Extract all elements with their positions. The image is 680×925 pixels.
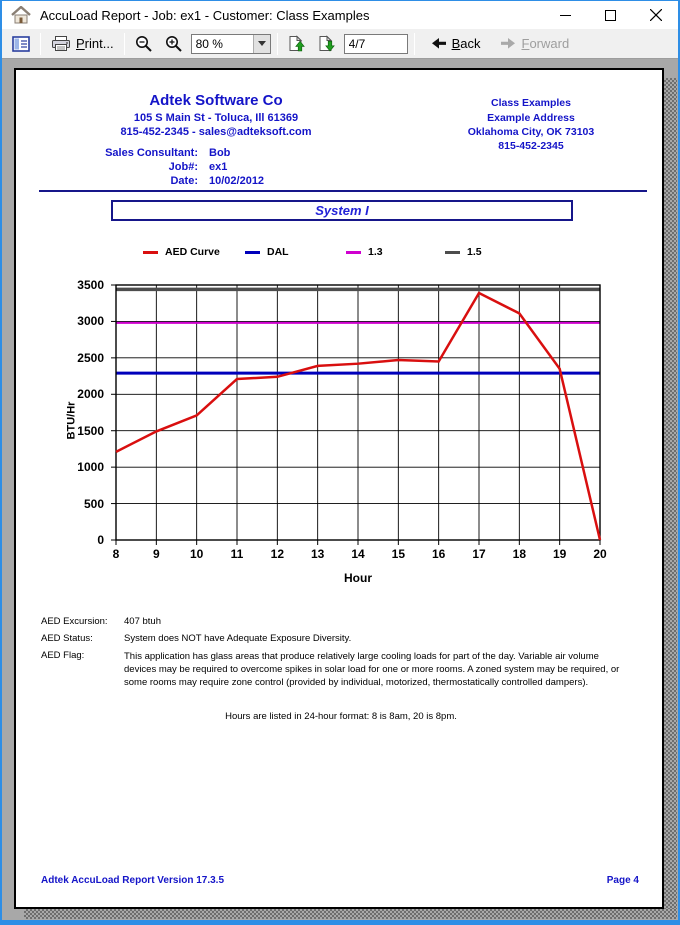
zoom-dropdown-button[interactable] bbox=[253, 35, 270, 53]
forward-arrow-icon bbox=[500, 37, 516, 50]
x-tick-label: 14 bbox=[351, 547, 365, 561]
home-app-icon bbox=[11, 6, 31, 24]
legend-label: AED Curve bbox=[165, 246, 220, 258]
field-label-date: Date: bbox=[170, 175, 198, 187]
y-tick-label: 2500 bbox=[77, 350, 104, 365]
legend-label: DAL bbox=[267, 246, 289, 258]
customer-phone: 815-452-2345 bbox=[498, 140, 564, 152]
minimize-button[interactable] bbox=[543, 1, 588, 29]
zoom-in-button[interactable] bbox=[159, 31, 189, 57]
page-shadow bbox=[24, 909, 677, 919]
y-tick-label: 1500 bbox=[77, 423, 104, 438]
toolbar-separator bbox=[124, 33, 125, 55]
x-tick-label: 9 bbox=[152, 547, 160, 561]
legend-swatch bbox=[346, 251, 361, 254]
customer-name: Class Examples bbox=[491, 97, 571, 109]
x-tick-label: 13 bbox=[310, 547, 325, 561]
maximize-icon bbox=[605, 10, 616, 21]
field-value-job: ex1 bbox=[209, 161, 228, 173]
x-axis-title: Hour bbox=[344, 571, 372, 585]
x-tick-label: 20 bbox=[593, 547, 607, 561]
section-title: System I bbox=[111, 200, 573, 221]
aed-status-label: AED Status: bbox=[41, 633, 93, 644]
field-label-job: Job#: bbox=[168, 161, 198, 173]
toolbar bbox=[2, 29, 678, 59]
page-shadow bbox=[664, 78, 677, 919]
print-button[interactable] bbox=[45, 31, 120, 57]
next-page-button[interactable] bbox=[312, 31, 342, 57]
maximize-button[interactable] bbox=[588, 1, 633, 29]
legend-item bbox=[143, 246, 220, 258]
zoom-in-icon bbox=[165, 35, 183, 53]
legend-swatch bbox=[445, 251, 460, 254]
toolbar-separator bbox=[414, 33, 415, 55]
y-tick-label: 1000 bbox=[77, 460, 104, 475]
forward-label: Forward bbox=[521, 36, 570, 51]
title-bar bbox=[2, 1, 678, 29]
zoom-out-icon bbox=[135, 35, 153, 53]
preview-area bbox=[2, 59, 678, 920]
back-label: Back bbox=[451, 36, 481, 51]
legend-label: 1.5 bbox=[467, 246, 482, 258]
x-tick-label: 11 bbox=[230, 547, 244, 561]
close-icon bbox=[650, 9, 662, 21]
window-title: AccuLoad Report - Job: ex1 - Customer: Class Examples bbox=[40, 7, 370, 23]
aed-excursion-value: 407 btuh bbox=[124, 616, 161, 627]
x-tick-label: 15 bbox=[391, 547, 405, 561]
y-tick-label: 3000 bbox=[77, 314, 104, 329]
x-tick-label: 12 bbox=[270, 547, 284, 561]
legend-item bbox=[245, 246, 289, 258]
x-tick-label: 10 bbox=[189, 547, 204, 561]
legend-swatch bbox=[245, 251, 260, 254]
page-up-icon bbox=[288, 35, 306, 52]
x-tick-label: 17 bbox=[472, 547, 486, 561]
field-label-sales-consultant: Sales Consultant: bbox=[105, 147, 198, 159]
aed-status-value: System does NOT have Adequate Exposure Diversity. bbox=[124, 633, 352, 644]
chevron-down-icon bbox=[258, 41, 266, 46]
forward-button[interactable] bbox=[494, 31, 575, 57]
report-contents-icon bbox=[12, 36, 30, 52]
aed-flag-value: This application has glass areas that produce relatively large cooling loads for part of the day. Variable air volume devices may be required to overcome spikes in solar load for one or more rooms. A zoned system may be required, or some rooms may require zone control (provided by individual, motorized, thermostatically controlled dampers). bbox=[124, 651, 620, 688]
x-tick-label: 18 bbox=[512, 547, 526, 561]
y-tick-label: 0 bbox=[97, 533, 104, 547]
field-value-date: 10/02/2012 bbox=[209, 175, 265, 187]
legend-item bbox=[346, 246, 383, 258]
zoom-level-select[interactable] bbox=[191, 34, 271, 54]
report-page bbox=[14, 68, 664, 909]
y-tick-label: 2000 bbox=[77, 387, 104, 402]
contents-button[interactable] bbox=[6, 31, 36, 57]
chart-legend bbox=[16, 246, 666, 260]
toolbar-separator bbox=[277, 33, 278, 55]
print-label: Print... bbox=[76, 36, 114, 51]
y-tick-label: 3500 bbox=[77, 278, 104, 292]
aed-chart bbox=[110, 285, 604, 547]
field-value-sales-consultant: Bob bbox=[209, 147, 231, 159]
page-number: Page 4 bbox=[606, 875, 639, 886]
y-tick-label: 500 bbox=[83, 496, 104, 511]
aed-excursion-label: AED Excursion: bbox=[41, 616, 108, 627]
company-address-line2: 815-452-2345 - sales@adteksoft.com bbox=[120, 126, 312, 138]
zoom-out-button[interactable] bbox=[129, 31, 159, 57]
x-tick-label: 8 bbox=[112, 547, 120, 561]
zoom-level-value: 80 % bbox=[195, 36, 223, 51]
aed-flag-label: AED Flag: bbox=[41, 650, 85, 661]
back-arrow-icon bbox=[431, 37, 447, 50]
hours-note: Hours are listed in 24-hour format: 8 is 8am, 20 is 8pm. bbox=[225, 711, 457, 722]
printer-icon bbox=[51, 35, 71, 52]
toolbar-separator bbox=[40, 33, 41, 55]
x-tick-label: 16 bbox=[431, 547, 446, 561]
legend-label: 1.3 bbox=[368, 246, 383, 258]
close-button[interactable] bbox=[633, 1, 678, 29]
report-version: Adtek AccuLoad Report Version 17.3.5 bbox=[41, 875, 225, 886]
page-number-input[interactable] bbox=[344, 34, 408, 54]
y-axis-title: BTU/Hr bbox=[65, 401, 78, 440]
customer-address: Example Address bbox=[487, 112, 575, 124]
back-button[interactable] bbox=[425, 31, 487, 57]
company-name: Adtek Software Co bbox=[149, 92, 283, 109]
company-address-line1: 105 S Main St - Toluca, Ill 61369 bbox=[133, 112, 299, 124]
legend-swatch bbox=[143, 251, 158, 254]
x-tick-label: 19 bbox=[552, 547, 567, 561]
page-down-icon bbox=[318, 35, 336, 52]
previous-page-button[interactable] bbox=[282, 31, 312, 57]
legend-item bbox=[445, 246, 482, 258]
header-divider bbox=[39, 190, 647, 192]
minimize-icon bbox=[560, 10, 571, 21]
customer-city: Oklahoma City, OK 73103 bbox=[467, 126, 595, 138]
